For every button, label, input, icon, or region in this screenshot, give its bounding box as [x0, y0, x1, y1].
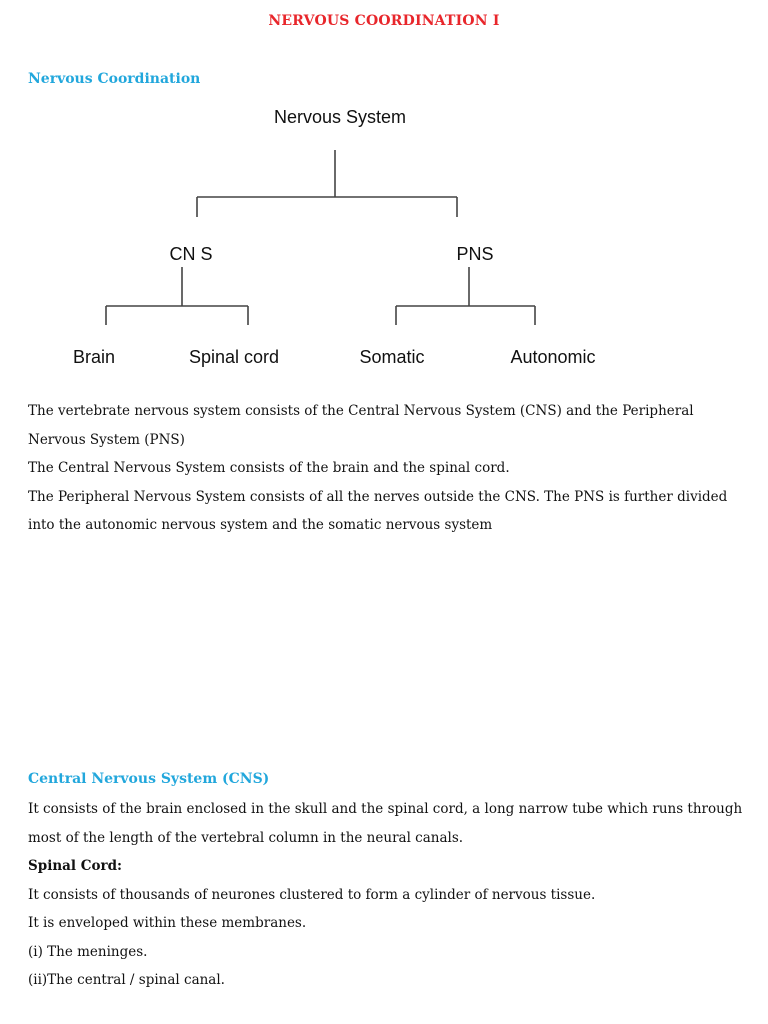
section-heading-nervous-coordination: Nervous Coordination — [28, 71, 201, 87]
page-title: NERVOUS COORDINATION I — [268, 13, 500, 29]
subheading-spinal-cord: Spinal Cord: — [28, 858, 122, 874]
diagram-pns-label: PNS — [456, 244, 494, 264]
paragraph: It consists of thousands of neurones clustered to form a cylinder of nervous tissue. — [28, 886, 596, 903]
diagram-leaf-spinal-cord: Spinal cord — [188, 347, 280, 367]
paragraph: It consists of the brain enclosed in the skull and the spinal cord, a long narrow tube which runs through most of the length of the vertebral column in the neural canals. — [28, 801, 743, 846]
paragraph: The vertebrate nervous system consists of the Central Nervous System (CNS) and the Peripheral Nervous System (PNS) — [28, 403, 694, 448]
paragraph: The Central Nervous System consists of the brain and the spinal cord. — [28, 460, 510, 476]
list-item: (i) The meninges. — [28, 943, 148, 960]
diagram-leaf-brain: Brain — [72, 347, 116, 367]
diagram-leaf-somatic: Somatic — [359, 347, 425, 367]
diagram-cns-label: CN S — [169, 244, 213, 264]
intro-paragraphs — [28, 397, 743, 540]
section-heading-cns: Central Nervous System (CNS) — [28, 771, 270, 787]
nervous-system-diagram — [0, 95, 768, 380]
list-item: (ii)The central / spinal canal. — [28, 972, 225, 988]
paragraph: It is enveloped within these membranes. — [28, 915, 307, 931]
diagram-svg — [0, 95, 768, 380]
cns-paragraphs — [28, 795, 743, 995]
paragraph: The Peripheral Nervous System consists of all the nerves outside the CNS. The PNS is further divided into the autonomic nervous system and the somatic nervous system — [28, 488, 728, 533]
diagram-root-label: Nervous System — [273, 107, 407, 127]
diagram-leaf-autonomic: Autonomic — [510, 347, 596, 367]
